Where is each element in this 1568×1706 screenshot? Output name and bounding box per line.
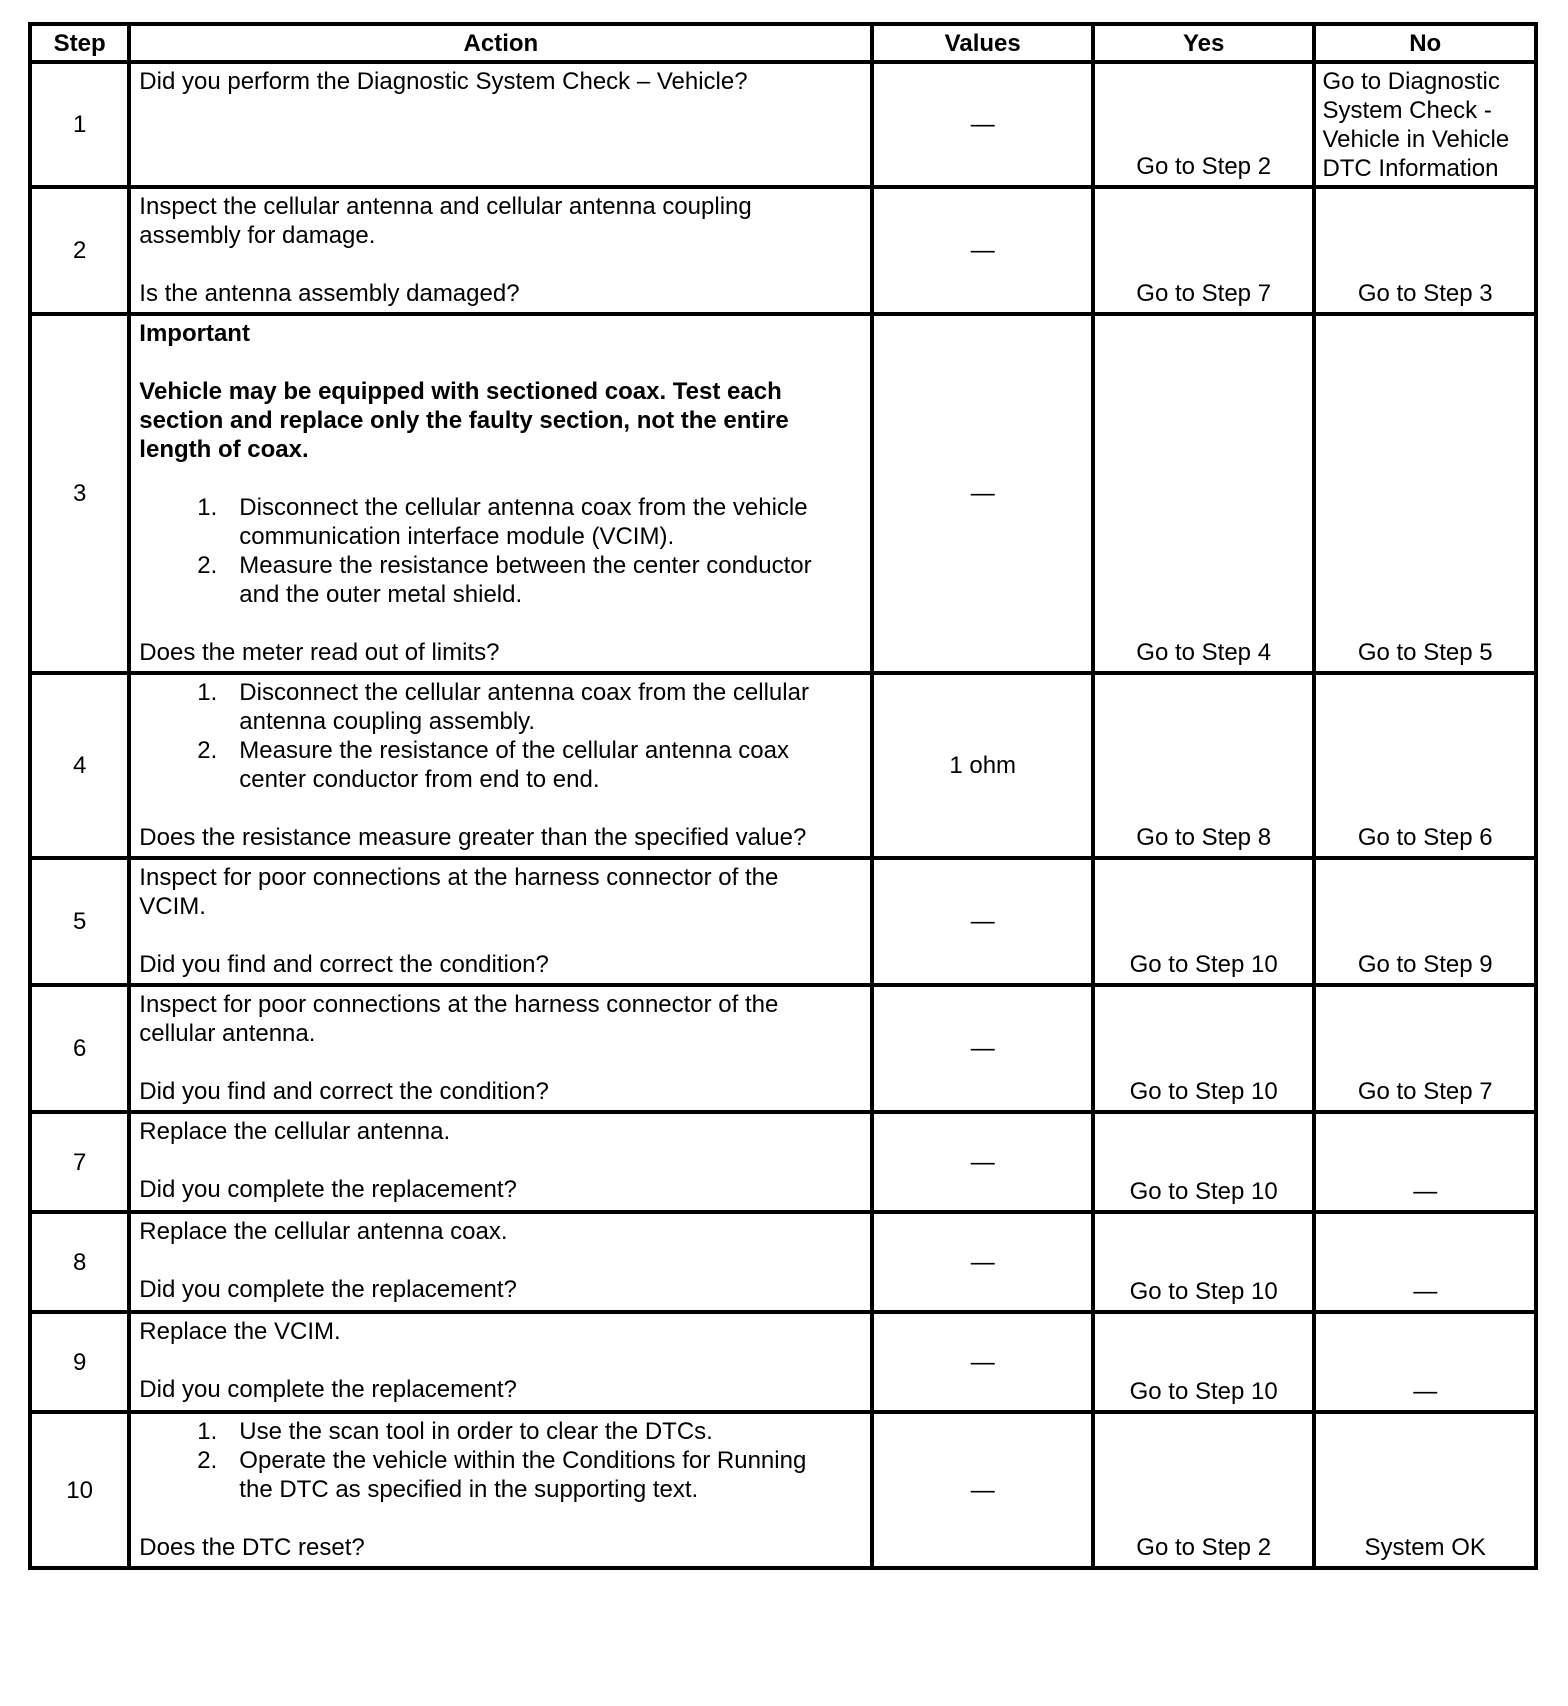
step-number: 1 [30,62,129,187]
step-number: 5 [30,858,129,985]
no-cell: — [1314,1112,1536,1212]
procedure-list [139,1417,862,1504]
action-cell [129,858,872,985]
list-number: 2. [197,552,218,579]
value-cell: — [872,1412,1092,1568]
table-row [30,314,1536,673]
action-question: Did you complete the replacement? [139,1276,517,1303]
list-item [139,1417,862,1446]
action-text: Inspect the cellular antenna and cellular antenna coupling [139,193,752,220]
list-text: communication interface module (VCIM). [239,523,675,550]
action-question: Did you complete the replacement? [139,1176,517,1203]
step-number: 3 [30,314,129,673]
action-cell [129,985,872,1112]
no-cell: Go to Step 5 [1314,314,1536,673]
list-item [139,736,862,794]
action-question: Did you complete the replacement? [139,1376,517,1403]
list-number: 2. [197,1447,218,1474]
value-cell: 1 ohm [872,673,1092,858]
value-cell: — [872,314,1092,673]
list-item [139,678,862,736]
header-yes: Yes [1093,24,1315,62]
yes-cell: Go to Step 8 [1093,673,1315,858]
table-row [30,187,1536,314]
value-cell: — [872,187,1092,314]
list-number: 1. [197,494,218,521]
table-row [30,62,1536,187]
no-cell [1314,62,1536,187]
no-cell: System OK [1314,1412,1536,1568]
action-question: Does the resistance measure greater than the specified value? [139,824,807,851]
yes-cell: Go to Step 10 [1093,985,1315,1112]
list-number: 1. [197,679,218,706]
action-cell [129,62,872,187]
list-number: 1. [197,1418,218,1445]
action-question: Did you find and correct the condition? [139,1078,549,1105]
yes-cell: Go to Step 10 [1093,1112,1315,1212]
step-number: 2 [30,187,129,314]
action-cell [129,1112,872,1212]
yes-cell: Go to Step 2 [1093,1412,1315,1568]
list-text: Use the scan tool in order to clear the DTCs. [239,1418,713,1445]
yes-cell: Go to Step 4 [1093,314,1315,673]
step-number: 7 [30,1112,129,1212]
value-cell: — [872,1212,1092,1312]
list-text: Measure the resistance of the cellular antenna coax [239,737,789,764]
header-no: No [1314,24,1536,62]
value-cell: — [872,1312,1092,1412]
list-item [139,1446,862,1504]
step-number: 6 [30,985,129,1112]
action-cell [129,314,872,673]
action-question: Did you find and correct the condition? [139,951,549,978]
no-cell: Go to Step 3 [1314,187,1536,314]
action-text: VCIM. [139,893,206,920]
table-row [30,1312,1536,1412]
header-action: Action [129,24,872,62]
step-number: 8 [30,1212,129,1312]
table-row [30,1112,1536,1212]
table-row [30,1212,1536,1312]
action-text: assembly for damage. [139,222,376,249]
important-text: Vehicle may be equipped with sectioned coax. Test each [139,378,782,405]
action-cell [129,1312,872,1412]
action-text: Inspect for poor connections at the harness connector of the [139,864,779,891]
table-row [30,1412,1536,1568]
list-text: the DTC as specified in the supporting text. [239,1476,699,1503]
no-cell: Go to Step 9 [1314,858,1536,985]
action-cell [129,1212,872,1312]
action-question: Does the meter read out of limits? [139,639,500,666]
header-values: Values [872,24,1092,62]
action-text: Inspect for poor connections at the harness connector of the [139,991,779,1018]
table-row [30,673,1536,858]
list-number: 2. [197,737,218,764]
table-row [30,985,1536,1112]
action-question: Does the DTC reset? [139,1534,365,1561]
procedure-list [139,678,862,794]
action-cell [129,1412,872,1568]
no-cell: Go to Step 6 [1314,673,1536,858]
action-text: Replace the cellular antenna. [139,1118,451,1145]
action-text: cellular antenna. [139,1020,316,1047]
no-line: Go to Diagnostic [1322,68,1500,95]
action-text: Replace the cellular antenna coax. [139,1218,508,1245]
action-text: Replace the VCIM. [139,1318,341,1345]
header-row [30,24,1536,62]
value-cell: — [872,985,1092,1112]
value-cell: — [872,1112,1092,1212]
list-text: antenna coupling assembly. [239,708,536,735]
no-line: Vehicle in Vehicle [1322,126,1510,153]
procedure-list [139,493,862,609]
value-cell: — [872,858,1092,985]
list-text: and the outer metal shield. [239,581,523,608]
yes-cell: Go to Step 10 [1093,1312,1315,1412]
list-text: center conductor from end to end. [239,766,600,793]
action-question: Did you perform the Diagnostic System Check – Vehicle? [139,68,748,95]
value-cell: — [872,62,1092,187]
yes-cell: Go to Step 10 [1093,858,1315,985]
action-question: Is the antenna assembly damaged? [139,280,520,307]
step-number: 9 [30,1312,129,1412]
list-text: Measure the resistance between the center conductor [239,552,812,579]
yes-cell: Go to Step 2 [1093,62,1315,187]
action-cell [129,673,872,858]
table-row [30,858,1536,985]
no-line: DTC Information [1322,155,1499,182]
list-item [139,551,862,609]
action-cell [129,187,872,314]
yes-cell: Go to Step 10 [1093,1212,1315,1312]
list-item [139,493,862,551]
no-cell: Go to Step 7 [1314,985,1536,1112]
step-number: 10 [30,1412,129,1568]
important-text: length of coax. [139,436,309,463]
list-text: Disconnect the cellular antenna coax from the vehicle [239,494,808,521]
list-text: Disconnect the cellular antenna coax from the cellular [239,679,809,706]
no-cell: — [1314,1312,1536,1412]
important-title: Important [139,320,250,347]
list-text: Operate the vehicle within the Conditions for Running [239,1447,807,1474]
yes-cell: Go to Step 7 [1093,187,1315,314]
no-line: System Check - [1322,97,1492,124]
no-cell: — [1314,1212,1536,1312]
diagnostic-table [28,22,1538,1570]
important-text: section and replace only the faulty section, not the entire [139,407,789,434]
step-number: 4 [30,673,129,858]
header-step: Step [30,24,129,62]
